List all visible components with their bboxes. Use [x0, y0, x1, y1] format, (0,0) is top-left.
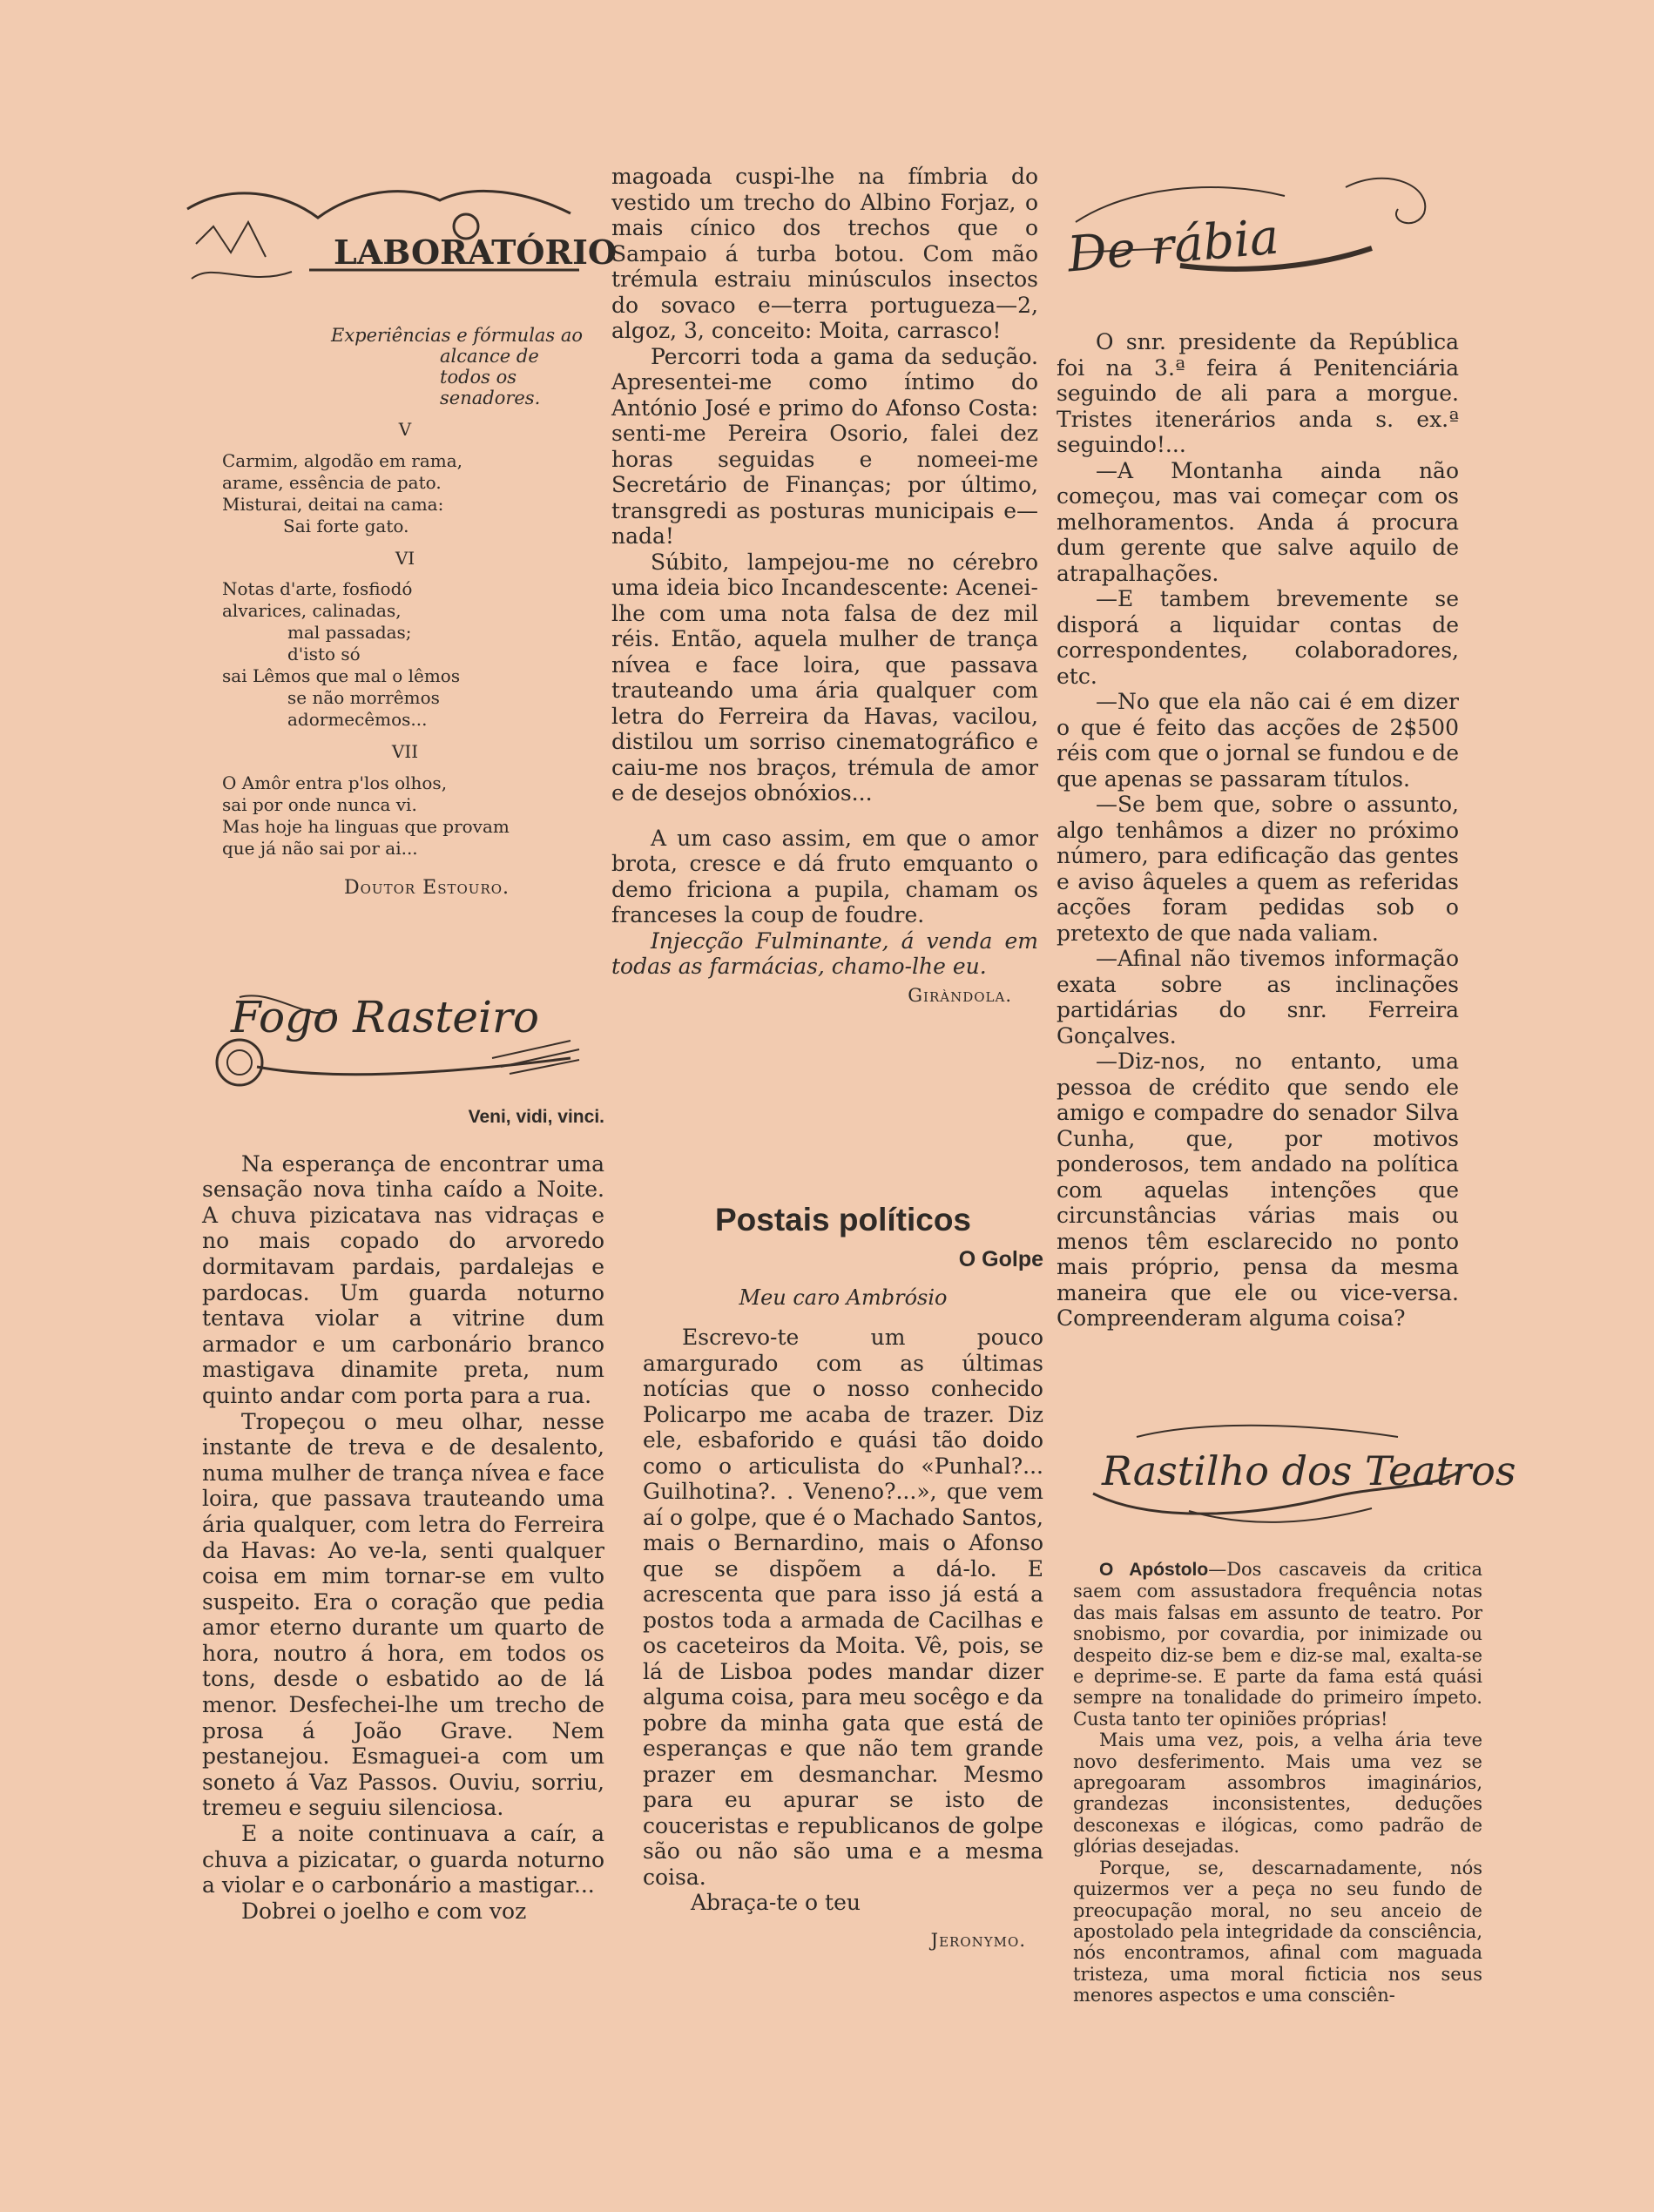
paragraph: —Afinal não tivemos informação exata sobre as inclinações partidárias do snr. Ferreira Gonçalves. [1057, 946, 1459, 1049]
de-rabia-banner-text: De rábia [1065, 208, 1281, 284]
paragraph: Dobrei o joelho e com voz [241, 1898, 527, 1924]
fogo-rasteiro-col1 [202, 1104, 604, 1924]
paragraph: O snr. presidente da República foi na 3.ª feira á Penitenciária seguindo de ali para a morgue. Tristes itenerários anda s. ex.ª seguindo!... [1057, 329, 1459, 457]
de-rabia-section [1057, 329, 1459, 1332]
verse-line: se não morrêmos [287, 687, 440, 708]
laboratorio-signature: Doutor Estouro. [344, 876, 510, 899]
verse-vii [222, 772, 588, 860]
verse-line: O Amôr entra p'los olhos, [222, 772, 448, 793]
laboratorio-banner [179, 174, 617, 296]
paragraph: Súbito, lampejou-me no cérebro uma ideia bico Incandescente: Acenei-lhe com uma nota falsa de dez mil réis. Então, aquela mulher de trança nívea e face loira, que passava trauteando uma ária qualquer com letra do Ferreira da Havas, vacilou, distilou um sorriso cinematográfico e caiu-me nos braços, trémula de amor e de desejos obnóxios... [611, 549, 1038, 806]
verse-vi [222, 578, 588, 731]
paragraph: E a noite continuava a caír, a chuva a pizicatar, o guarda noturno a violar e o carbonário a mastigar... [202, 1821, 604, 1898]
fogo-rasteiro-col2 [611, 164, 1038, 1008]
verse-line: Carmim, algodão em rama, [222, 449, 463, 471]
paragraph: Percorri toda a gama da sedução. Apresentei-me como íntimo do António José e primo do Afonso Costa: senti-me Pereira Osorio, falei dez horas seguidas e nomeei-me Secretário de Finanças; por último, transgredi as posturas municipais e—nada! [611, 343, 1038, 549]
verse-line: mal passadas; [287, 622, 412, 643]
teatros-lead-text: —Dos cascaveis da critica saem com assustadora frequência notas das mais falsas em assunto de teatro. Por snobismo, por covardia, por inimizade ou despeito diz-se bem e diz-se mal, exalta-se e deprime-se. E parte da fama está quási sempre na tonalidade do primeiro ímpeto. Custa tanto ter opiniões próprias! [1073, 1559, 1482, 1730]
paragraph: —E tambem brevemente se disporá a liquidar contas de correspondentes, colaboradores, etc. [1057, 586, 1459, 689]
postais-subtitle: O Golpe [958, 1247, 1043, 1271]
postais-closing: Abraça-te o teu [691, 1890, 861, 1915]
fogo-signature: Giràndola. [908, 984, 1012, 1006]
postais-section [643, 1200, 1043, 1953]
verse-line: arame, essência de pato. [222, 471, 442, 493]
paragraph: Escrevo-te um pouco amargurado com as últimas notícias que o nosso conhecido Policarpo me acaba de trazer. Diz ele, esbaforido e quási tão doido como o articulista do «Punhal?... Guilhotina?. . Veneno?...», que vem aí o golpe, que é o Machado Santos, mais o Bernardino, mais o Afonso que se dispõem a dá-lo. E acrescenta que para isso já está a postos toda a armada de Cacilhas e os caceteiros da Moita. Vê, pois, se lá de Lisboa podes mandar dizer alguma coisa, para meu socêgo e da pobre da minha gata que está de esperanças e que não tem grande prazer em desmanchar. Mesmo para eu apurar se isto de couceristas e republicanos de golpe são ou não são uma e a mesma coisa. [643, 1325, 1043, 1890]
paragraph: —Diz-nos, no entanto, uma pessoa de crédito que sendo ele amigo e compadre do senador Silva Cunha, que, por motivos ponderosos, tem andado na política com aquelas intenções que circunstâncias várias mais ou menos têm esclarecido no ponto mais próprio, pensa da mesma maneira que ele ou vice-versa. Compreenderam alguma coisa? [1057, 1049, 1459, 1331]
section-v: V [398, 419, 412, 440]
verse-line: sai por onde nunca vi. [222, 793, 417, 815]
verse-line: sai Lêmos que mal o lêmos [222, 665, 461, 686]
rastilho-teatros-banner [1084, 1411, 1516, 1533]
paragraph: Injecção Fulminante, á venda em todas as farmácias, chamo-lhe eu. [611, 927, 1038, 979]
fogo-motto: Veni, vidi, vinci. [468, 1107, 604, 1127]
verse-line: que já não sai por ai... [222, 837, 418, 859]
paragraph: —A Montanha ainda não começou, mas vai começar com os melhoramentos. Anda á procura dum gerente que salve aquilo de atrapalhações. [1057, 457, 1459, 586]
paragraph: Tropeçou o meu olhar, nesse instante de treva e de desalento, numa mulher de trança nívea e face loira, que passava trauteando uma ária qualquer, com letra do Ferreira da Havas: Ao ve-la, senti qualquer coisa em mim tornar-se em vulto suspeito. Era o coração que pedia amor eterno durante um quarto de hora, noutro á hora, em todos os tons, desde o esbatido ao de lá menor. Desfechei-lhe um trecho de prosa á João Grave. Nem pestanejou. Esmaguei-a com um soneto á Vaz Passos. Ouviu, sorriu, tremeu e seguiu silenciosa. [202, 1408, 604, 1821]
verse-line: alvarices, calinadas, [222, 600, 402, 621]
laboratorio-section [222, 325, 588, 900]
verse-line: Misturai, deitai na cama: [222, 493, 444, 515]
rastilho-teatros-banner-text: Rastilho dos Teatros [1102, 1447, 1516, 1494]
verse-line: Sai forte gato. [283, 515, 409, 536]
paragraph: —No que ela não cai é em dizer o que é feito das acções de 2$500 réis com que o jornal se fundou e de que apenas se passaram títulos. [1057, 689, 1459, 792]
fogo-rasteiro-banner [205, 962, 588, 1093]
fogo-rasteiro-banner-text: Fogo Rasteiro [231, 992, 540, 1042]
verse-line: d'isto só [287, 644, 361, 664]
verse-line: Mas hoje ha linguas que provam [222, 815, 510, 837]
laboratorio-subtitle: Experiências e fórmulas ao alcance de todos os senadores. [331, 325, 584, 408]
verse-line: adormecêmos... [287, 709, 428, 730]
paragraph: Mais uma vez, pois, a velha ária teve novo desferimento. Mais uma vez se apregoaram assombros imaginários, grandezas inconsistentes, deduções desconexas e ilógicas, como padrão de glórias desejadas. [1073, 1730, 1482, 1858]
postais-salutation: Meu caro Ambrósio [739, 1285, 948, 1310]
verse-line: Notas d'arte, fosfiodó [222, 578, 413, 599]
laboratorio-banner-text: LABORATÓRIO [334, 233, 617, 272]
teatros-lead: O Apóstolo [1099, 1560, 1209, 1580]
section-vi: VI [395, 547, 415, 569]
paragraph [1073, 1559, 1482, 1730]
paragraph: magoada cuspi-lhe na fímbria do vestido um trecho do Albino Forjaz, o mais cínico dos trechos que o Sampaio á turba botou. Com mão trémula estraiu minúsculos insectos do sovaco e—terra portugueza—2, algoz, 3, conceito: Moita, carrasco! [611, 164, 1038, 343]
paragraph: —Se bem que, sobre o assunto, algo tenhâmos a dizer no próximo número, para edificação das gentes e aviso âqueles a quem as referidas acções foram pedidas sob o pretexto de que nada valiam. [1057, 792, 1459, 946]
paragraph: Na esperança de encontrar uma sensação nova tinha caído a Noite. A chuva pizicatava nas vidraças e no mais copado do arvoredo dormitavam pardais, pardalejas e pardocas. Um guarda noturno tentava violar a vitrine dum armador e um carbonário branco mastigava dinamite preta, num quinto andar com porta para a rua. [202, 1150, 604, 1408]
verse-v [222, 450, 588, 537]
paragraph: Porque, se, descarnadamente, nós quizermos ver a peça no seu fundo de preocupação moral, no seu anceio de apostolado pela integridade da consciência, nós encontramos, afinal com maguada tristeza, uma moral ficticia nos seus menores aspectos e uma consciên- [1073, 1857, 1482, 2006]
section-vii: VII [391, 741, 419, 762]
paragraph: A um caso assim, em que o amor brota, cresce e dá fruto emquanto o demo friciona a pupila, chamam os franceses la coup de foudre. [611, 825, 1038, 927]
postais-title: Postais políticos [714, 1202, 971, 1238]
de-rabia-banner [1058, 161, 1441, 305]
rastilho-teatros-section [1073, 1559, 1482, 2006]
postais-signature: Jeronymo. [930, 1929, 1026, 1951]
